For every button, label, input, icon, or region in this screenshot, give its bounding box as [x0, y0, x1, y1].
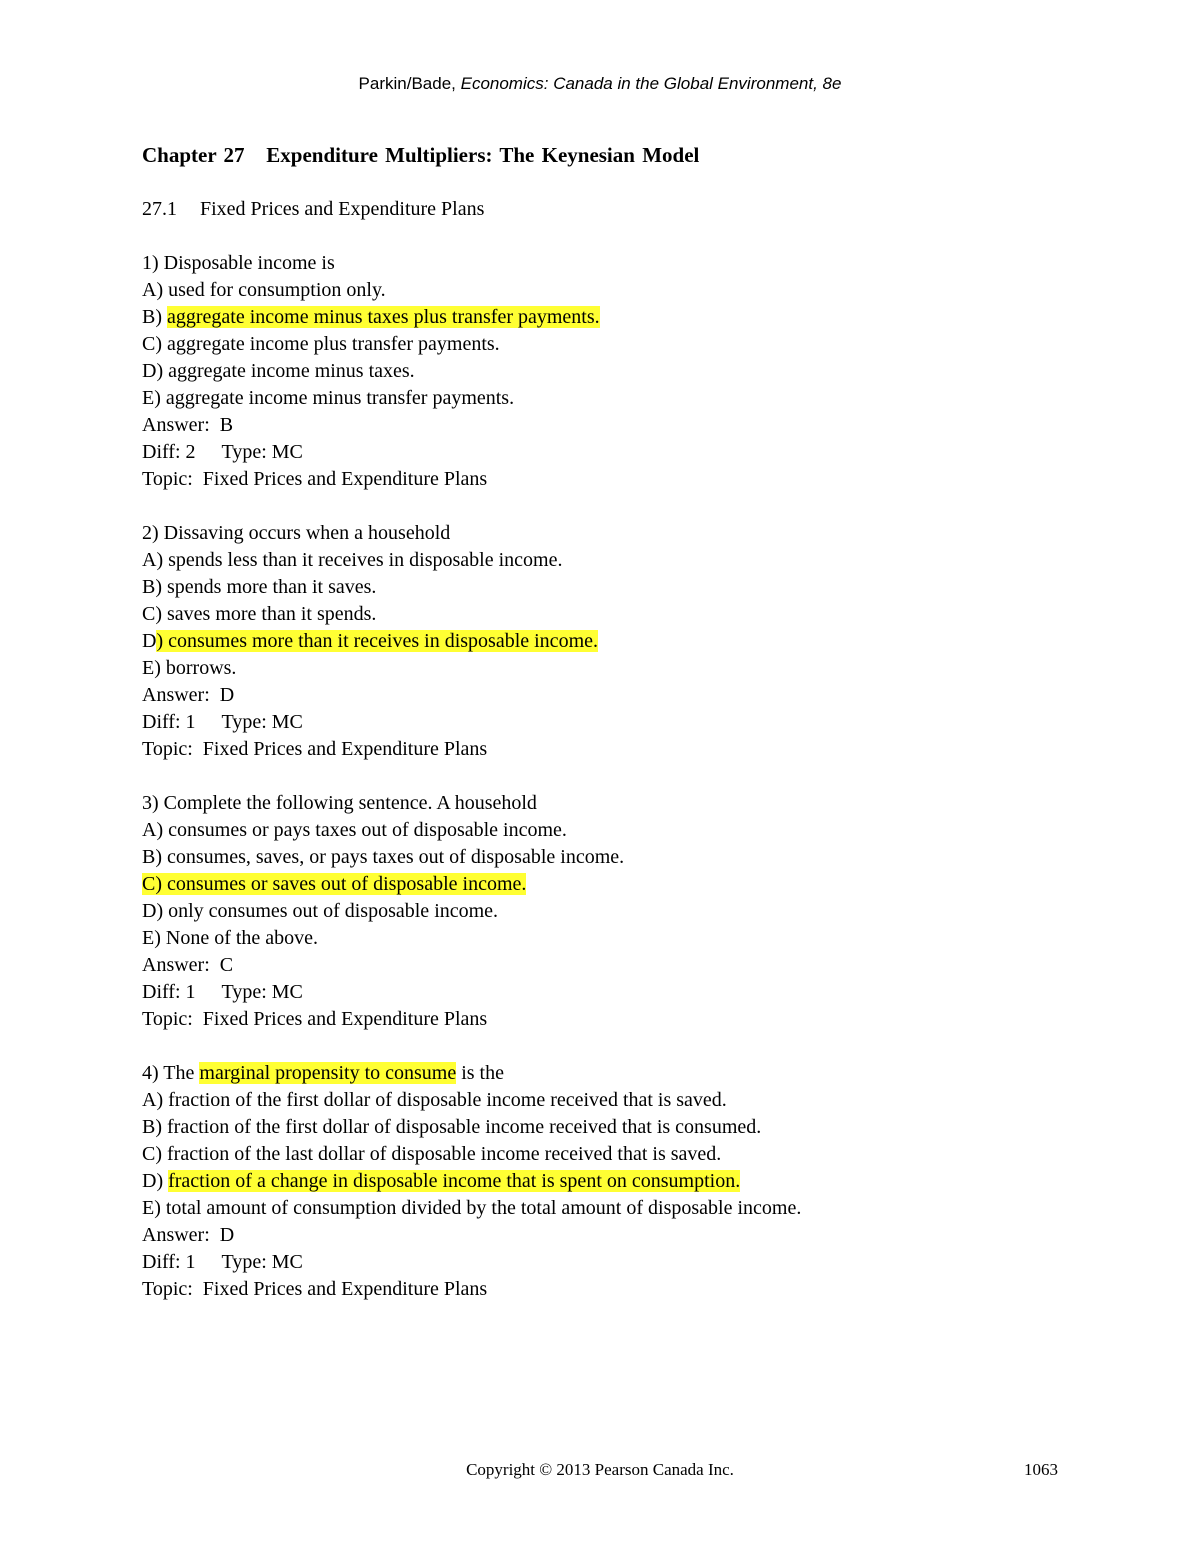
diff-type-line	[142, 439, 1062, 466]
option-b: B) spends more than it saves.	[142, 576, 377, 598]
answer-line: Answer: D	[142, 684, 235, 706]
page-number: 1063	[1024, 1460, 1058, 1479]
option-b	[142, 304, 1062, 331]
page-footer	[0, 1456, 1200, 1484]
option-a: A) consumes or pays taxes out of disposable income.	[142, 819, 567, 841]
highlighted-term: marginal propensity to consume	[199, 1062, 457, 1084]
highlighted-answer: C) consumes or saves out of disposable income.	[142, 873, 527, 895]
option-e: E) total amount of consumption divided by the total amount of disposable income.	[142, 1197, 802, 1219]
question-stem: 3) Complete the following sentence. A household	[142, 792, 537, 814]
question-2	[142, 520, 1062, 763]
question-type: Type: MC	[221, 441, 303, 463]
question-stem: 2) Dissaving occurs when a household	[142, 522, 451, 544]
diff-type-line	[142, 979, 1062, 1006]
difficulty: Diff: 1	[142, 1251, 196, 1273]
question-stem: 1) Disposable income is	[142, 252, 335, 274]
difficulty: Diff: 2	[142, 441, 196, 463]
header-edition: , 8e	[813, 74, 842, 93]
difficulty: Diff: 1	[142, 981, 196, 1003]
topic-line: Topic: Fixed Prices and Expenditure Plans	[142, 468, 488, 490]
question-type: Type: MC	[221, 1251, 303, 1273]
highlighted-answer: ) consumes more than it receives in disposable income.	[156, 630, 598, 652]
option-c: C) aggregate income plus transfer payments.	[142, 333, 500, 355]
answer-line: Answer: C	[142, 954, 234, 976]
option-d	[142, 628, 1062, 655]
diff-type-line	[142, 709, 1062, 736]
option-a: A) fraction of the first dollar of disposable income received that is saved.	[142, 1089, 727, 1111]
option-d: D) only consumes out of disposable income.	[142, 900, 499, 922]
section-heading	[142, 195, 1062, 223]
option-e: E) None of the above.	[142, 927, 319, 949]
option-b: B) fraction of the first dollar of disposable income received that is consumed.	[142, 1116, 762, 1138]
option-e: E) borrows.	[142, 657, 237, 679]
stem-text: is the	[456, 1062, 504, 1084]
option-c: C) fraction of the last dollar of disposable income received that is saved.	[142, 1143, 722, 1165]
highlighted-answer: aggregate income minus taxes plus transfer payments.	[167, 306, 600, 328]
question-1	[142, 250, 1062, 493]
header-authors: Parkin/Bade,	[358, 74, 461, 93]
page-body	[142, 141, 1062, 1303]
question-type: Type: MC	[221, 981, 303, 1003]
highlighted-answer: fraction of a change in disposable income that is spent on consumption.	[168, 1170, 741, 1192]
topic-line: Topic: Fixed Prices and Expenditure Plans	[142, 1008, 488, 1030]
answer-line: Answer: D	[142, 1224, 235, 1246]
question-4	[142, 1060, 1062, 1303]
option-c: C) saves more than it spends.	[142, 603, 377, 625]
running-header	[0, 72, 1200, 96]
answer-line: Answer: B	[142, 414, 234, 436]
stem-text: 4) The	[142, 1062, 200, 1084]
topic-line: Topic: Fixed Prices and Expenditure Plans	[142, 738, 488, 760]
option-d: D) aggregate income minus taxes.	[142, 360, 415, 382]
option-a: A) spends less than it receives in disposable income.	[142, 549, 563, 571]
option-c	[142, 871, 1062, 898]
option-a: A) used for consumption only.	[142, 279, 386, 301]
copyright-notice: Copyright © 2013 Pearson Canada Inc.	[466, 1460, 734, 1479]
difficulty: Diff: 1	[142, 711, 196, 733]
question-3	[142, 790, 1062, 1033]
diff-type-line	[142, 1249, 1062, 1276]
chapter-title: Chapter 27 Expenditure Multipliers: The Keynesian Model	[142, 143, 700, 167]
option-b: B) consumes, saves, or pays taxes out of disposable income.	[142, 846, 625, 868]
option-d	[142, 1168, 1062, 1195]
question-stem	[142, 1060, 1062, 1087]
option-e: E) aggregate income minus transfer payments.	[142, 387, 515, 409]
question-type: Type: MC	[221, 711, 303, 733]
option-letter: B)	[142, 306, 167, 328]
header-book-title: Economics: Canada in the Global Environment	[460, 74, 814, 93]
section-title: Fixed Prices and Expenditure Plans	[200, 198, 485, 220]
option-letter: D)	[142, 1170, 169, 1192]
option-letter: D	[142, 630, 157, 652]
topic-line: Topic: Fixed Prices and Expenditure Plans	[142, 1278, 488, 1300]
section-number: 27.1	[142, 198, 177, 220]
